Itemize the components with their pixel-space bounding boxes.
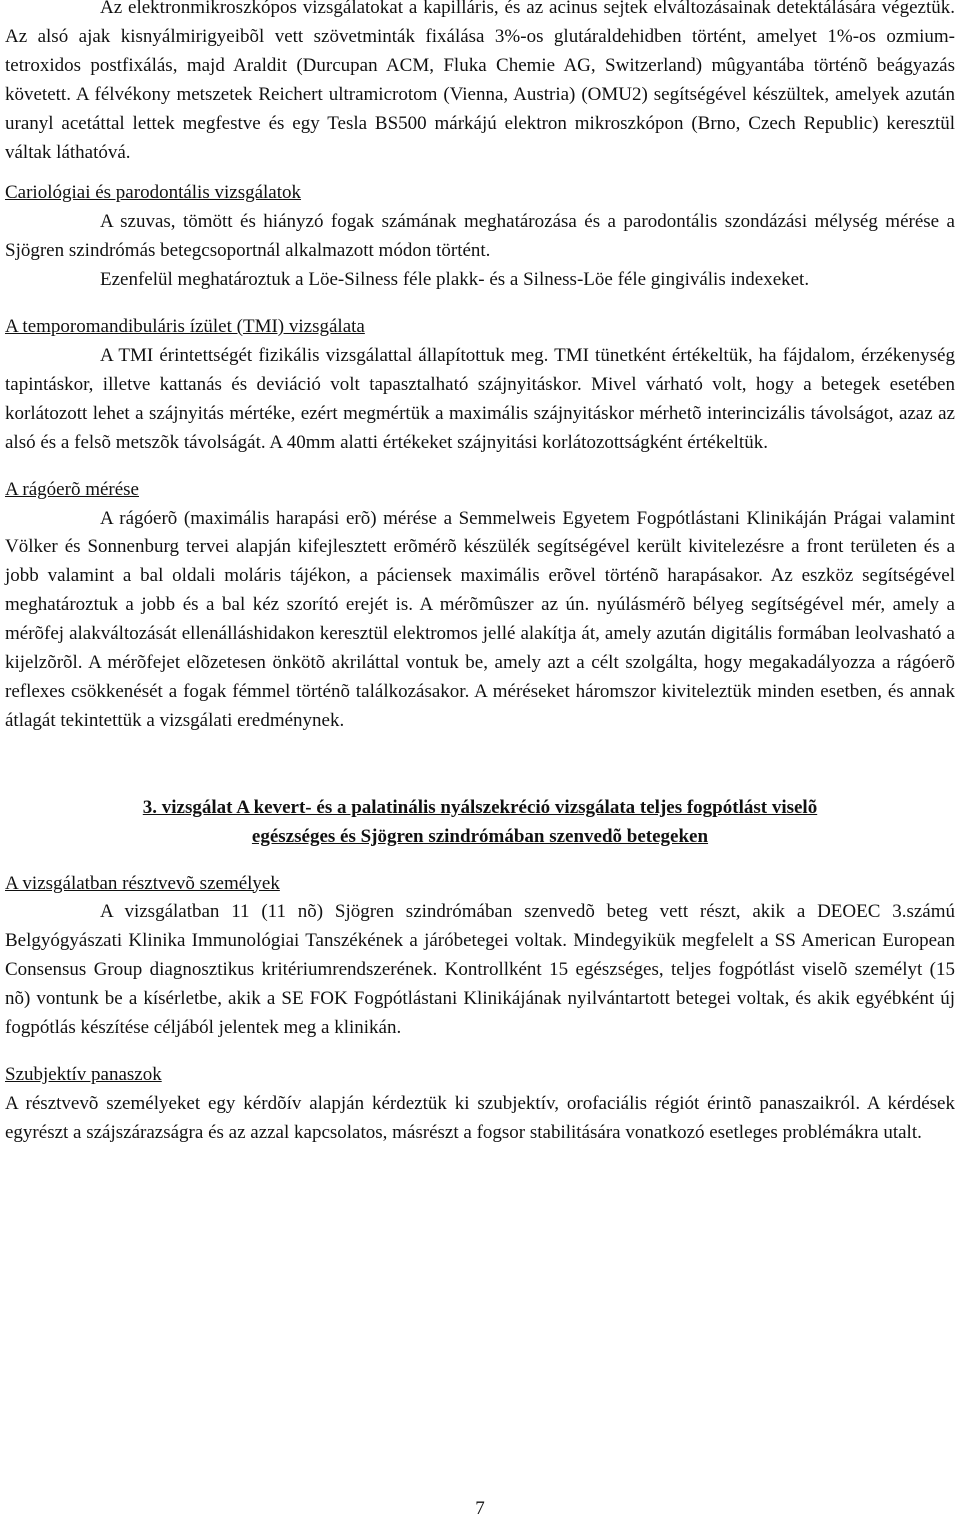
- heading-cariology: Cariológiai és parodontális vizsgálatok: [5, 182, 302, 204]
- paragraph-electron-microscopy: Az elektronmikroszkópos vizsgálatokat a kapilláris, és az acinus sejtek elváltozásainak detektálására végeztük. Az alsó ajak kisnyálmirigyeibõl vett szövetminták fixálása 3%-os glutáraldehidben történt, amelyet 1%-os ozmium-tetroxidos postfixálás, majd Araldit (Durcupan ACM, Fluka Chemie AG, Switzerland) mûgyantába történõ beágyazás követett. A félvékony metszetek Reichert ultramicrotom (Vienna, Austria) (OMU2) segítségével készültek, amelyek azután uranyl acetáttal lettek megfestve és egy Tesla BS500 márkájú elektron mikroszkópon (Brno, Czech Republic) keresztül váltak láthatóvá.: [5, 0, 955, 163]
- paragraph-complaints: A résztvevõ személyeket egy kérdõív alapján kérdeztük ki szubjektív, orofaciális régiót érintõ panaszaikról. A kérdések egyrészt a szájszárazságra és az azzal kapcsolatos, másrészt a fogsor stabilitására vonatkozó esetleges problémákra utalt.: [5, 1092, 955, 1143]
- document-page: [5, 0, 955, 1148]
- heading-complaints: Szubjektív panaszok: [5, 1064, 162, 1085]
- page-number: 7: [475, 1498, 485, 1519]
- paragraph-bite-force: A rágóerõ (maximális harapási erõ) mérése a Semmelweis Egyetem Fogpótlástani Klinikáján Prágai valamint Völker és Sonnenburg tervei alapján kifejlesztett erõmérõ készülék segítségével került kivitelezésre a front területen és a jobb valamint a bal oldali moláris tájékon, a páciensek maximális erõvel történõ harapásakor. Az eszköz segítségével meghatároztuk a jobb és a bal kéz szorító erejét is. A mérõmûszer az ún. nyúlásmérõ bélyeg segítségével mér, amely a mérõfej alakváltozását ellenálláshidakon keresztül elektromos jellé alakítja át, amely azután digitális formában leolvasható a kijelzõrõl. A mérõfejet elõzetesen önkötõ akriláttal vontuk be, amely azt a célt szolgálta, hogy megakadályozza a rágóerõ reflexes csökkenését a fogak fémmel történõ találkozásakor. A méréseket háromszor kiviteleztük minden esetben, és annak átlagát tekintettük a vizsgálati eredménynek.: [5, 507, 955, 731]
- paragraph-cariology-1: A szuvas, tömött és hiányzó fogak számának meghatározása és a parodontális szondázási mélység mérése a Sjögren szindrómás betegcsoportnál alkalmazott módon történt.: [5, 211, 955, 262]
- section-title-line-1: 3. vizsgálat A kevert- és a palatinális nyálszekréció vizsgálata teljes fogpótlást viselõ: [142, 796, 818, 818]
- paragraph-cariology-2: Ezenfelül meghatároztuk a Löe-Silness féle plakk- és a Silness-Löe féle gingivális indexeket.: [100, 269, 810, 291]
- section-title-line-2: egészséges és Sjögren szindrómában szenvedõ betegeken: [251, 825, 709, 847]
- heading-tmj: A temporomandibuláris ízület (TMI) vizsgálata: [5, 316, 365, 338]
- heading-bite-force: A rágóerõ mérése: [5, 478, 139, 500]
- heading-participants: A vizsgálatban résztvevõ személyek: [5, 872, 280, 894]
- paragraph-tmj: A TMI érintettségét fizikális vizsgálattal állapítottuk meg. TMI tünetként értékeltük, ha fájdalom, érzékenység tapintáskor, illetve kattanás és deviáció volt tapasztalható szájnyitáskor. Mivel várható volt, hogy a betegek esetében korlátozott lehet a szájnyitás mértéke, ezért megmértük a maximális szájnyitáskor mérhetõ interincizális távolságot, azaz az alsó és a felsõ metszõk távolságát. A 40mm alatti értékeket szájnyitási korlátozottságként értékeltük.: [5, 344, 955, 453]
- paragraph-participants: A vizsgálatban 11 (11 nõ) Sjögren szindrómában szenvedõ beteg vett részt, akik a DEOEC 3.számú Belgyógyászati Klinika Immunológiai Tanszékének a járóbetegei voltak. Mindegyikük megfelelt a SS American European Consensus Group diagnosztikus kritériumrendszerének. Kontrollként 15 egészséges, teljes fogpótlást viselõ személyt (15 nõ) vontunk be a kísérletbe, akik a SE FOK Fogpótlástani Klinikájának nyilvántartott betegei voltak, és akik egyébként új fogpótlás készítése céljából jelentek meg a klinikán.: [5, 901, 955, 1039]
